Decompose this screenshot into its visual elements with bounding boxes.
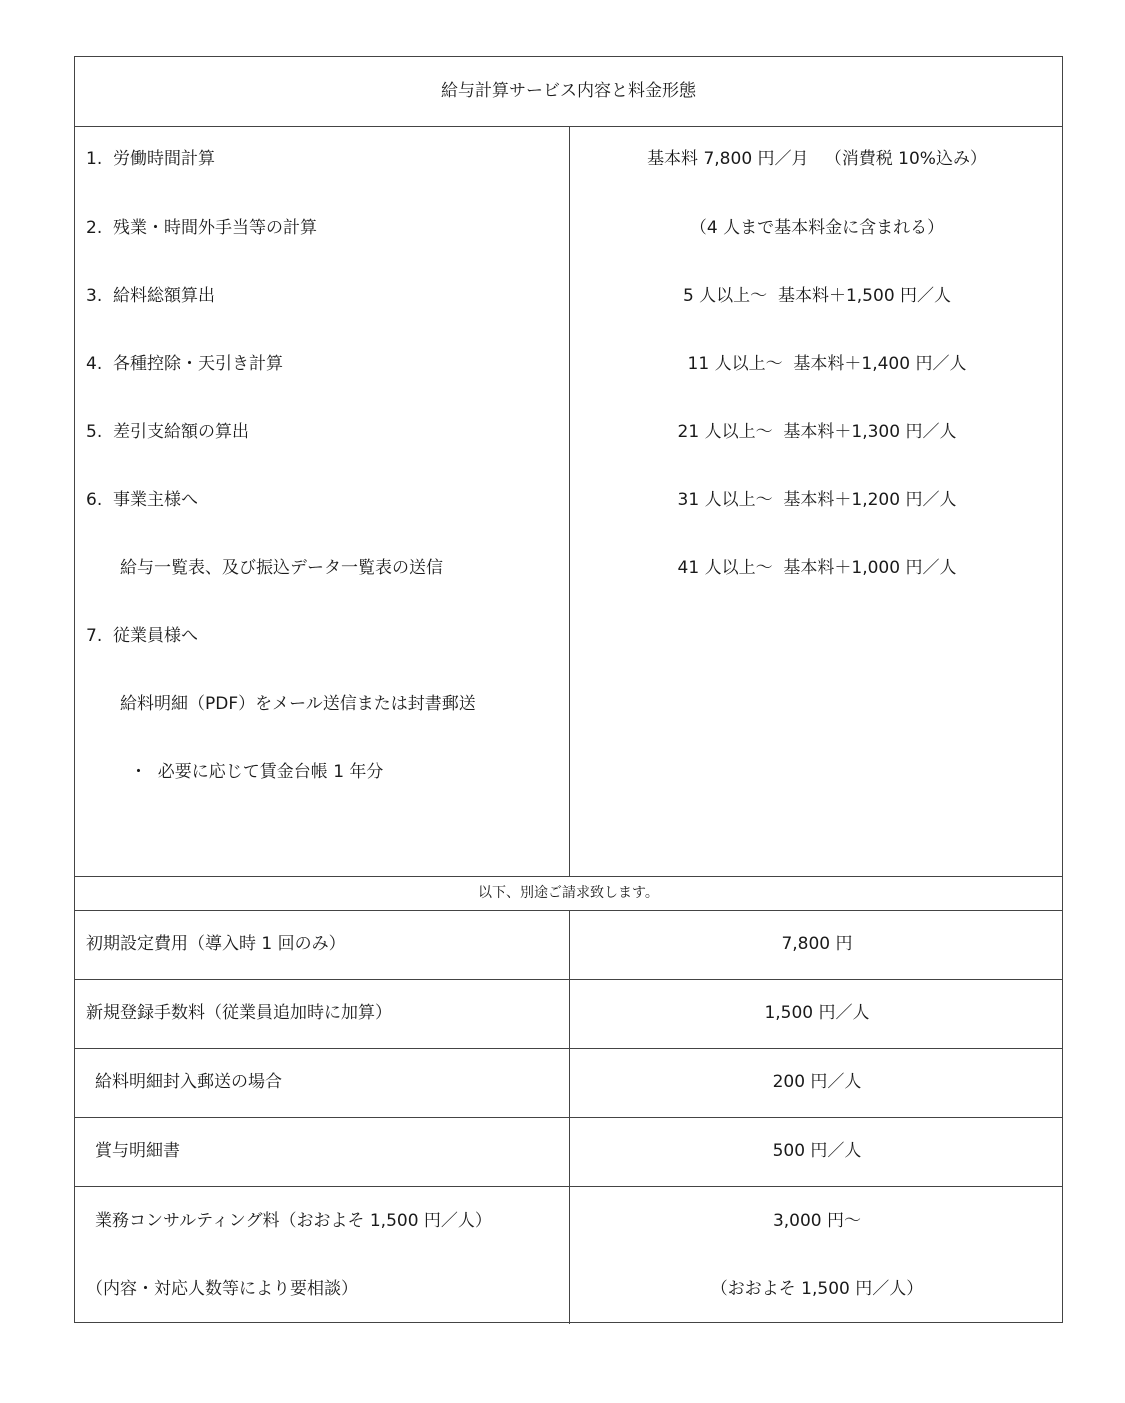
separate-billing-note: 以下、別途ご請求致します。 xyxy=(478,885,659,901)
fee-price: 1,500 円／人 xyxy=(764,1003,870,1023)
fee-item: 賞与明細書 xyxy=(95,1141,180,1161)
service-item: 3. 給料総額算出 xyxy=(86,286,216,306)
service-subitem: ・ 必要に応じて賃金台帳 1 年分 xyxy=(130,762,384,782)
fee-price: 200 円／人 xyxy=(772,1072,862,1092)
price-tier: 31 人以上～ 基本料＋1,200 円／人 xyxy=(677,490,957,510)
service-item: 2. 残業・時間外手当等の計算 xyxy=(86,218,318,238)
price-tier: 41 人以上～ 基本料＋1,000 円／人 xyxy=(677,558,957,578)
service-item: 1. 労働時間計算 xyxy=(86,149,216,169)
base-price: 基本料 7,800 円／月 （消費税 10%込み） xyxy=(647,149,987,169)
service-item: 4. 各種控除・天引き計算 xyxy=(86,354,284,374)
service-subitem: 給与一覧表、及び振込データ一覧表の送信 xyxy=(120,558,443,578)
pricing-table xyxy=(74,56,1063,1323)
consulting-item: 業務コンサルティング料（おおよそ 1,500 円／人） xyxy=(95,1211,492,1231)
page-title: 給与計算サービス内容と料金形態 xyxy=(441,81,696,101)
service-subitem: 給料明細（PDF）をメール送信または封書郵送 xyxy=(120,694,476,714)
fee-item: 給料明細封入郵送の場合 xyxy=(95,1072,282,1092)
fee-item: 初期設定費用（導入時 1 回のみ） xyxy=(86,934,346,954)
divider xyxy=(75,876,1062,877)
consulting-price-note: （おおよそ 1,500 円／人） xyxy=(710,1279,924,1299)
price-note: （4 人まで基本料金に含まれる） xyxy=(689,218,945,238)
fee-item: 新規登録手数料（従業員追加時に加算） xyxy=(86,1003,392,1023)
column-divider xyxy=(569,910,570,1324)
consulting-note: （内容・対応人数等により要相談） xyxy=(86,1279,358,1299)
price-tier: 11 人以上～ 基本料＋1,400 円／人 xyxy=(687,354,967,374)
service-item: 6. 事業主様へ xyxy=(86,490,199,510)
service-item: 5. 差引支給額の算出 xyxy=(86,422,250,442)
fee-price: 500 円／人 xyxy=(772,1141,862,1161)
price-tier: 5 人以上～ 基本料＋1,500 円／人 xyxy=(682,286,952,306)
fee-price: 7,800 円 xyxy=(781,934,853,954)
price-tier: 21 人以上～ 基本料＋1,300 円／人 xyxy=(677,422,957,442)
service-item: 7. 従業員様へ xyxy=(86,626,199,646)
consulting-price: 3,000 円～ xyxy=(772,1211,862,1231)
